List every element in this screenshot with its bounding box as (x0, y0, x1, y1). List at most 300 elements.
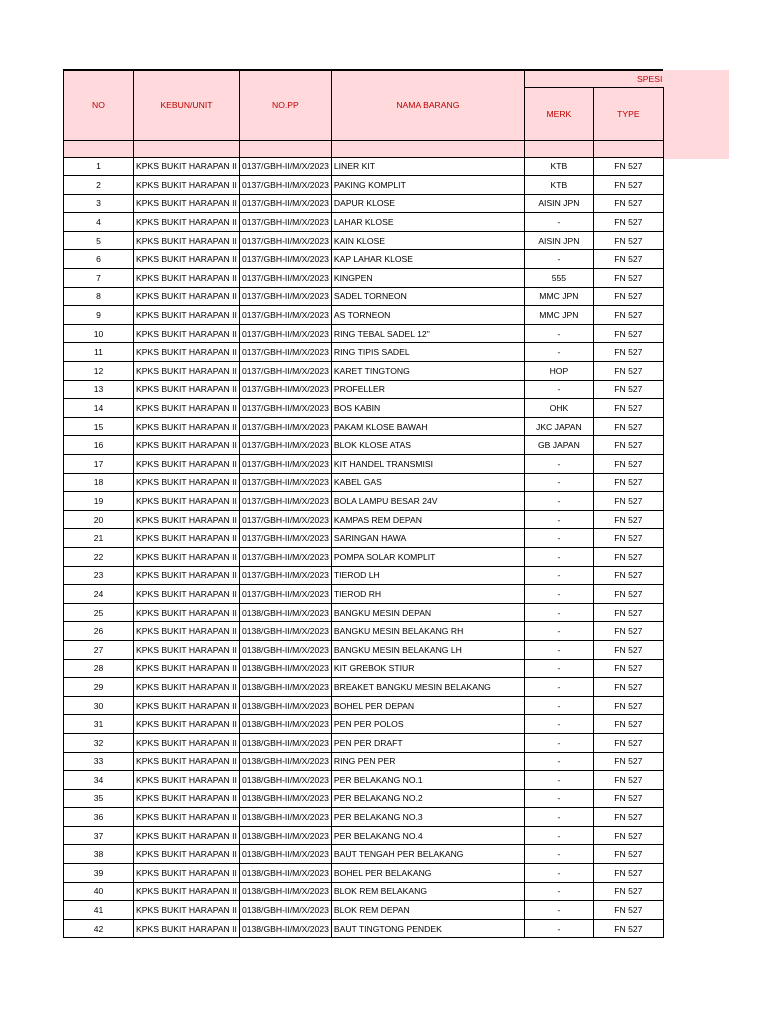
cell-no: 23 (64, 566, 134, 585)
cell-no: 29 (64, 678, 134, 697)
cell-nama-barang: BLOK REM DEPAN (331, 901, 524, 920)
cell-kebun-unit: KPKS BUKIT HARAPAN II (134, 696, 240, 715)
cell-kebun-unit: KPKS BUKIT HARAPAN II (134, 566, 240, 585)
cell-no-pp: 0138/GBH-II/M/X/2023 (239, 771, 331, 790)
cell-type: FN 527 (593, 733, 663, 752)
cell-no-pp: 0137/GBH-II/M/X/2023 (239, 176, 331, 195)
table-row (64, 231, 664, 250)
cell-nama-barang: PER BELAKANG NO.2 (331, 789, 524, 808)
cell-no: 16 (64, 436, 134, 455)
cell-type: FN 527 (593, 455, 663, 474)
header-spesifikasi: SPESI (524, 70, 663, 87)
cell-type: FN 527 (593, 157, 663, 176)
cell-no: 13 (64, 380, 134, 399)
cell-merk: - (524, 455, 593, 474)
cell-nama-barang: BAUT TINGTONG PENDEK (331, 919, 524, 938)
cell-kebun-unit: KPKS BUKIT HARAPAN II (134, 547, 240, 566)
table-row (64, 585, 664, 604)
cell-kebun-unit: KPKS BUKIT HARAPAN II (134, 919, 240, 938)
cell-merk: - (524, 771, 593, 790)
cell-type: FN 527 (593, 176, 663, 195)
cell-no-pp: 0138/GBH-II/M/X/2023 (239, 603, 331, 622)
table-row (64, 901, 664, 920)
table-row (64, 417, 664, 436)
cell-no-pp: 0137/GBH-II/M/X/2023 (239, 399, 331, 418)
cell-no-pp: 0137/GBH-II/M/X/2023 (239, 362, 331, 381)
cell-kebun-unit: KPKS BUKIT HARAPAN II (134, 510, 240, 529)
table-row (64, 789, 664, 808)
cell-no: 4 (64, 213, 134, 232)
cell-nama-barang: PEN PER DRAFT (331, 733, 524, 752)
cell-type: FN 527 (593, 250, 663, 269)
cell-type: FN 527 (593, 901, 663, 920)
cell-no-pp: 0138/GBH-II/M/X/2023 (239, 752, 331, 771)
cell-type: FN 527 (593, 547, 663, 566)
cell-merk: - (524, 715, 593, 734)
cell-merk: - (524, 864, 593, 883)
cell-merk: - (524, 752, 593, 771)
table-row (64, 250, 664, 269)
cell-merk: - (524, 529, 593, 548)
cell-kebun-unit: KPKS BUKIT HARAPAN II (134, 585, 240, 604)
cell-no: 12 (64, 362, 134, 381)
cell-type: FN 527 (593, 510, 663, 529)
cell-no-pp: 0137/GBH-II/M/X/2023 (239, 455, 331, 474)
cell-type: FN 527 (593, 659, 663, 678)
cell-kebun-unit: KPKS BUKIT HARAPAN II (134, 808, 240, 827)
cell-no-pp: 0137/GBH-II/M/X/2023 (239, 585, 331, 604)
cell-merk: - (524, 789, 593, 808)
table-row (64, 603, 664, 622)
cell-merk: AISIN JPN (524, 194, 593, 213)
cell-kebun-unit: KPKS BUKIT HARAPAN II (134, 678, 240, 697)
cell-kebun-unit: KPKS BUKIT HARAPAN II (134, 157, 240, 176)
cell-nama-barang: BOLA LAMPU BESAR 24V (331, 492, 524, 511)
cell-merk: HOP (524, 362, 593, 381)
cell-kebun-unit: KPKS BUKIT HARAPAN II (134, 324, 240, 343)
cell-no-pp: 0137/GBH-II/M/X/2023 (239, 231, 331, 250)
cell-no: 22 (64, 547, 134, 566)
table-row (64, 176, 664, 195)
cell-no: 26 (64, 622, 134, 641)
table-row (64, 715, 664, 734)
cell-merk: - (524, 622, 593, 641)
cell-merk: - (524, 603, 593, 622)
cell-no: 21 (64, 529, 134, 548)
table-row (64, 808, 664, 827)
cell-no: 24 (64, 585, 134, 604)
cell-kebun-unit: KPKS BUKIT HARAPAN II (134, 417, 240, 436)
cell-type: FN 527 (593, 640, 663, 659)
cell-merk: MMC JPN (524, 287, 593, 306)
cell-kebun-unit: KPKS BUKIT HARAPAN II (134, 659, 240, 678)
table-row (64, 659, 664, 678)
cell-no-pp: 0137/GBH-II/M/X/2023 (239, 306, 331, 325)
cell-nama-barang: RING PEN PER (331, 752, 524, 771)
table-row (64, 287, 664, 306)
cell-kebun-unit: KPKS BUKIT HARAPAN II (134, 752, 240, 771)
cell-kebun-unit: KPKS BUKIT HARAPAN II (134, 213, 240, 232)
table-row (64, 919, 664, 938)
cell-nama-barang: KARET TINGTONG (331, 362, 524, 381)
cell-no-pp: 0137/GBH-II/M/X/2023 (239, 250, 331, 269)
table-row (64, 696, 664, 715)
cell-no: 20 (64, 510, 134, 529)
cell-type: FN 527 (593, 194, 663, 213)
table-row (64, 492, 664, 511)
cell-nama-barang: RING TIPIS SADEL (331, 343, 524, 362)
cell-no-pp: 0137/GBH-II/M/X/2023 (239, 547, 331, 566)
table-row (64, 194, 664, 213)
cell-nama-barang: TIEROD RH (331, 585, 524, 604)
cell-type: FN 527 (593, 919, 663, 938)
cell-no: 11 (64, 343, 134, 362)
table-row (64, 213, 664, 232)
table-row (64, 362, 664, 381)
cell-type: FN 527 (593, 399, 663, 418)
cell-merk: - (524, 566, 593, 585)
table-row (64, 845, 664, 864)
cell-kebun-unit: KPKS BUKIT HARAPAN II (134, 826, 240, 845)
table-row (64, 771, 664, 790)
table-row (64, 826, 664, 845)
cell-kebun-unit: KPKS BUKIT HARAPAN II (134, 640, 240, 659)
cell-nama-barang: LINER KIT (331, 157, 524, 176)
cell-no-pp: 0138/GBH-II/M/X/2023 (239, 733, 331, 752)
table-row (64, 864, 664, 883)
cell-no-pp: 0137/GBH-II/M/X/2023 (239, 473, 331, 492)
table-row (64, 529, 664, 548)
cell-no-pp: 0138/GBH-II/M/X/2023 (239, 864, 331, 883)
cell-type: FN 527 (593, 417, 663, 436)
cell-nama-barang: TIEROD LH (331, 566, 524, 585)
cell-no: 3 (64, 194, 134, 213)
cell-merk: - (524, 696, 593, 715)
cell-kebun-unit: KPKS BUKIT HARAPAN II (134, 473, 240, 492)
cell-no-pp: 0137/GBH-II/M/X/2023 (239, 287, 331, 306)
cell-no: 8 (64, 287, 134, 306)
table-row (64, 436, 664, 455)
cell-no: 1 (64, 157, 134, 176)
cell-type: FN 527 (593, 473, 663, 492)
cell-kebun-unit: KPKS BUKIT HARAPAN II (134, 864, 240, 883)
cell-no-pp: 0137/GBH-II/M/X/2023 (239, 380, 331, 399)
cell-kebun-unit: KPKS BUKIT HARAPAN II (134, 882, 240, 901)
cell-no-pp: 0137/GBH-II/M/X/2023 (239, 529, 331, 548)
cell-type: FN 527 (593, 696, 663, 715)
cell-merk: - (524, 733, 593, 752)
cell-merk: KTB (524, 176, 593, 195)
cell-no-pp: 0137/GBH-II/M/X/2023 (239, 213, 331, 232)
cell-type: FN 527 (593, 213, 663, 232)
cell-kebun-unit: KPKS BUKIT HARAPAN II (134, 603, 240, 622)
header-no: NO (64, 70, 134, 140)
cell-kebun-unit: KPKS BUKIT HARAPAN II (134, 771, 240, 790)
cell-no: 14 (64, 399, 134, 418)
cell-kebun-unit: KPKS BUKIT HARAPAN II (134, 845, 240, 864)
cell-kebun-unit: KPKS BUKIT HARAPAN II (134, 250, 240, 269)
cell-type: FN 527 (593, 826, 663, 845)
cell-merk: - (524, 882, 593, 901)
cell-kebun-unit: KPKS BUKIT HARAPAN II (134, 306, 240, 325)
cell-merk: - (524, 901, 593, 920)
cell-nama-barang: KINGPEN (331, 269, 524, 288)
cell-kebun-unit: KPKS BUKIT HARAPAN II (134, 362, 240, 381)
cell-no: 35 (64, 789, 134, 808)
header-kebun-unit: KEBUN/UNIT (134, 70, 240, 140)
cell-merk: - (524, 808, 593, 827)
cell-kebun-unit: KPKS BUKIT HARAPAN II (134, 399, 240, 418)
cell-merk: - (524, 919, 593, 938)
header-type: TYPE (593, 87, 663, 140)
cell-nama-barang: BANGKU MESIN DEPAN (331, 603, 524, 622)
cell-no: 36 (64, 808, 134, 827)
cell-no-pp: 0138/GBH-II/M/X/2023 (239, 826, 331, 845)
table-row (64, 547, 664, 566)
cell-kebun-unit: KPKS BUKIT HARAPAN II (134, 436, 240, 455)
cell-type: FN 527 (593, 585, 663, 604)
cell-nama-barang: KAIN KLOSE (331, 231, 524, 250)
cell-no-pp: 0138/GBH-II/M/X/2023 (239, 715, 331, 734)
cell-no-pp: 0137/GBH-II/M/X/2023 (239, 157, 331, 176)
cell-type: FN 527 (593, 287, 663, 306)
table-row (64, 622, 664, 641)
cell-merk: MMC JPN (524, 306, 593, 325)
cell-merk: AISIN JPN (524, 231, 593, 250)
cell-no: 31 (64, 715, 134, 734)
table-row (64, 510, 664, 529)
table-row (64, 566, 664, 585)
cell-no: 17 (64, 455, 134, 474)
cell-nama-barang: KABEL GAS (331, 473, 524, 492)
cell-no: 39 (64, 864, 134, 883)
cell-nama-barang: BOHEL PER DEPAN (331, 696, 524, 715)
cell-type: FN 527 (593, 269, 663, 288)
cell-no-pp: 0137/GBH-II/M/X/2023 (239, 269, 331, 288)
cell-no: 34 (64, 771, 134, 790)
cell-type: FN 527 (593, 622, 663, 641)
cell-no-pp: 0137/GBH-II/M/X/2023 (239, 492, 331, 511)
cell-kebun-unit: KPKS BUKIT HARAPAN II (134, 901, 240, 920)
cell-no-pp: 0138/GBH-II/M/X/2023 (239, 901, 331, 920)
cell-merk: - (524, 492, 593, 511)
cell-nama-barang: POMPA SOLAR KOMPLIT (331, 547, 524, 566)
cell-nama-barang: LAHAR KLOSE (331, 213, 524, 232)
item-table (63, 69, 664, 938)
cell-merk: - (524, 473, 593, 492)
cell-kebun-unit: KPKS BUKIT HARAPAN II (134, 287, 240, 306)
cell-type: FN 527 (593, 752, 663, 771)
table-row (64, 380, 664, 399)
cell-type: FN 527 (593, 808, 663, 827)
cell-kebun-unit: KPKS BUKIT HARAPAN II (134, 176, 240, 195)
cell-nama-barang: SARINGAN HAWA (331, 529, 524, 548)
table-body (64, 157, 664, 938)
cell-type: FN 527 (593, 845, 663, 864)
cell-no: 9 (64, 306, 134, 325)
cell-nama-barang: PAKING KOMPLIT (331, 176, 524, 195)
cell-type: FN 527 (593, 789, 663, 808)
cell-kebun-unit: KPKS BUKIT HARAPAN II (134, 343, 240, 362)
cell-no-pp: 0137/GBH-II/M/X/2023 (239, 417, 331, 436)
cell-no-pp: 0138/GBH-II/M/X/2023 (239, 640, 331, 659)
cell-no-pp: 0138/GBH-II/M/X/2023 (239, 678, 331, 697)
table-row (64, 882, 664, 901)
cell-no: 7 (64, 269, 134, 288)
cell-type: FN 527 (593, 436, 663, 455)
cell-kebun-unit: KPKS BUKIT HARAPAN II (134, 733, 240, 752)
table-row (64, 269, 664, 288)
cell-no: 10 (64, 324, 134, 343)
cell-type: FN 527 (593, 771, 663, 790)
cell-no: 25 (64, 603, 134, 622)
cell-no: 18 (64, 473, 134, 492)
cell-type: FN 527 (593, 715, 663, 734)
table-row (64, 640, 664, 659)
cell-merk: - (524, 250, 593, 269)
cell-kebun-unit: KPKS BUKIT HARAPAN II (134, 715, 240, 734)
cell-merk: OHK (524, 399, 593, 418)
cell-no: 38 (64, 845, 134, 864)
cell-kebun-unit: KPKS BUKIT HARAPAN II (134, 231, 240, 250)
cell-nama-barang: PER BELAKANG NO.3 (331, 808, 524, 827)
cell-type: FN 527 (593, 343, 663, 362)
header-nama-barang: NAMA BARANG (331, 70, 524, 140)
cell-nama-barang: KAMPAS REM DEPAN (331, 510, 524, 529)
table-row (64, 306, 664, 325)
cell-type: FN 527 (593, 306, 663, 325)
cell-no-pp: 0138/GBH-II/M/X/2023 (239, 808, 331, 827)
cell-type: FN 527 (593, 231, 663, 250)
cell-type: FN 527 (593, 362, 663, 381)
cell-merk: - (524, 585, 593, 604)
table-row (64, 733, 664, 752)
cell-type: FN 527 (593, 603, 663, 622)
cell-merk: - (524, 659, 593, 678)
cell-merk: - (524, 640, 593, 659)
cell-no: 5 (64, 231, 134, 250)
table-row (64, 399, 664, 418)
cell-merk: - (524, 213, 593, 232)
cell-nama-barang: BLOK REM BELAKANG (331, 882, 524, 901)
cell-no: 41 (64, 901, 134, 920)
cell-merk: KTB (524, 157, 593, 176)
cell-no: 15 (64, 417, 134, 436)
cell-nama-barang: RING TEBAL SADEL 12" (331, 324, 524, 343)
cell-nama-barang: BOHEL PER BELAKANG (331, 864, 524, 883)
cell-no-pp: 0137/GBH-II/M/X/2023 (239, 436, 331, 455)
cell-no-pp: 0137/GBH-II/M/X/2023 (239, 343, 331, 362)
cell-kebun-unit: KPKS BUKIT HARAPAN II (134, 455, 240, 474)
header-spacer-row (64, 140, 664, 157)
cell-nama-barang: PEN PER POLOS (331, 715, 524, 734)
cell-merk: 555 (524, 269, 593, 288)
cell-nama-barang: PROFELLER (331, 380, 524, 399)
header-no-pp: NO.PP (239, 70, 331, 140)
table-row (64, 473, 664, 492)
cell-merk: GB JAPAN (524, 436, 593, 455)
cell-merk: - (524, 343, 593, 362)
table-row (64, 157, 664, 176)
cell-merk: - (524, 678, 593, 697)
cell-kebun-unit: KPKS BUKIT HARAPAN II (134, 492, 240, 511)
cell-type: FN 527 (593, 882, 663, 901)
cell-no: 42 (64, 919, 134, 938)
cell-merk: - (524, 380, 593, 399)
cell-nama-barang: BOS KABIN (331, 399, 524, 418)
cell-kebun-unit: KPKS BUKIT HARAPAN II (134, 380, 240, 399)
cell-no-pp: 0137/GBH-II/M/X/2023 (239, 510, 331, 529)
cell-no-pp: 0138/GBH-II/M/X/2023 (239, 789, 331, 808)
cell-nama-barang: PER BELAKANG NO.4 (331, 826, 524, 845)
cell-nama-barang: BLOK KLOSE ATAS (331, 436, 524, 455)
cell-nama-barang: PAKAM KLOSE BAWAH (331, 417, 524, 436)
cell-kebun-unit: KPKS BUKIT HARAPAN II (134, 789, 240, 808)
cell-nama-barang: AS TORNEON (331, 306, 524, 325)
cell-nama-barang: KIT HANDEL TRANSMISI (331, 455, 524, 474)
table-row (64, 678, 664, 697)
table-header (64, 70, 664, 157)
cell-no-pp: 0138/GBH-II/M/X/2023 (239, 696, 331, 715)
cell-no-pp: 0138/GBH-II/M/X/2023 (239, 659, 331, 678)
cell-no: 37 (64, 826, 134, 845)
table-row (64, 343, 664, 362)
cell-nama-barang: SADEL TORNEON (331, 287, 524, 306)
cell-type: FN 527 (593, 492, 663, 511)
cell-merk: - (524, 510, 593, 529)
cell-no: 2 (64, 176, 134, 195)
cell-no-pp: 0138/GBH-II/M/X/2023 (239, 882, 331, 901)
cell-no: 19 (64, 492, 134, 511)
cell-kebun-unit: KPKS BUKIT HARAPAN II (134, 269, 240, 288)
cell-type: FN 527 (593, 566, 663, 585)
cell-nama-barang: BANGKU MESIN BELAKANG LH (331, 640, 524, 659)
cell-merk: JKC JAPAN (524, 417, 593, 436)
cell-type: FN 527 (593, 324, 663, 343)
cell-nama-barang: BREAKET BANGKU MESIN BELAKANG (331, 678, 524, 697)
cell-no-pp: 0137/GBH-II/M/X/2023 (239, 194, 331, 213)
cell-type: FN 527 (593, 678, 663, 697)
cell-nama-barang: DAPUR KLOSE (331, 194, 524, 213)
cell-no-pp: 0137/GBH-II/M/X/2023 (239, 566, 331, 585)
cell-no: 30 (64, 696, 134, 715)
cell-merk: - (524, 845, 593, 864)
cell-merk: - (524, 324, 593, 343)
cell-no: 27 (64, 640, 134, 659)
cell-no-pp: 0138/GBH-II/M/X/2023 (239, 622, 331, 641)
cell-kebun-unit: KPKS BUKIT HARAPAN II (134, 529, 240, 548)
cell-nama-barang: PER BELAKANG NO.1 (331, 771, 524, 790)
cell-no: 33 (64, 752, 134, 771)
spesifikasi-overflow-fill (660, 70, 729, 159)
table-row (64, 324, 664, 343)
cell-type: FN 527 (593, 529, 663, 548)
cell-no-pp: 0138/GBH-II/M/X/2023 (239, 845, 331, 864)
table-row (64, 752, 664, 771)
cell-nama-barang: KIT GREBOK STIUR (331, 659, 524, 678)
cell-nama-barang: BAUT TENGAH PER BELAKANG (331, 845, 524, 864)
cell-nama-barang: BANGKU MESIN BELAKANG RH (331, 622, 524, 641)
cell-type: FN 527 (593, 864, 663, 883)
cell-merk: - (524, 826, 593, 845)
cell-nama-barang: KAP LAHAR KLOSE (331, 250, 524, 269)
cell-no: 40 (64, 882, 134, 901)
cell-no: 6 (64, 250, 134, 269)
cell-no: 32 (64, 733, 134, 752)
cell-merk: - (524, 547, 593, 566)
cell-kebun-unit: KPKS BUKIT HARAPAN II (134, 622, 240, 641)
cell-kebun-unit: KPKS BUKIT HARAPAN II (134, 194, 240, 213)
